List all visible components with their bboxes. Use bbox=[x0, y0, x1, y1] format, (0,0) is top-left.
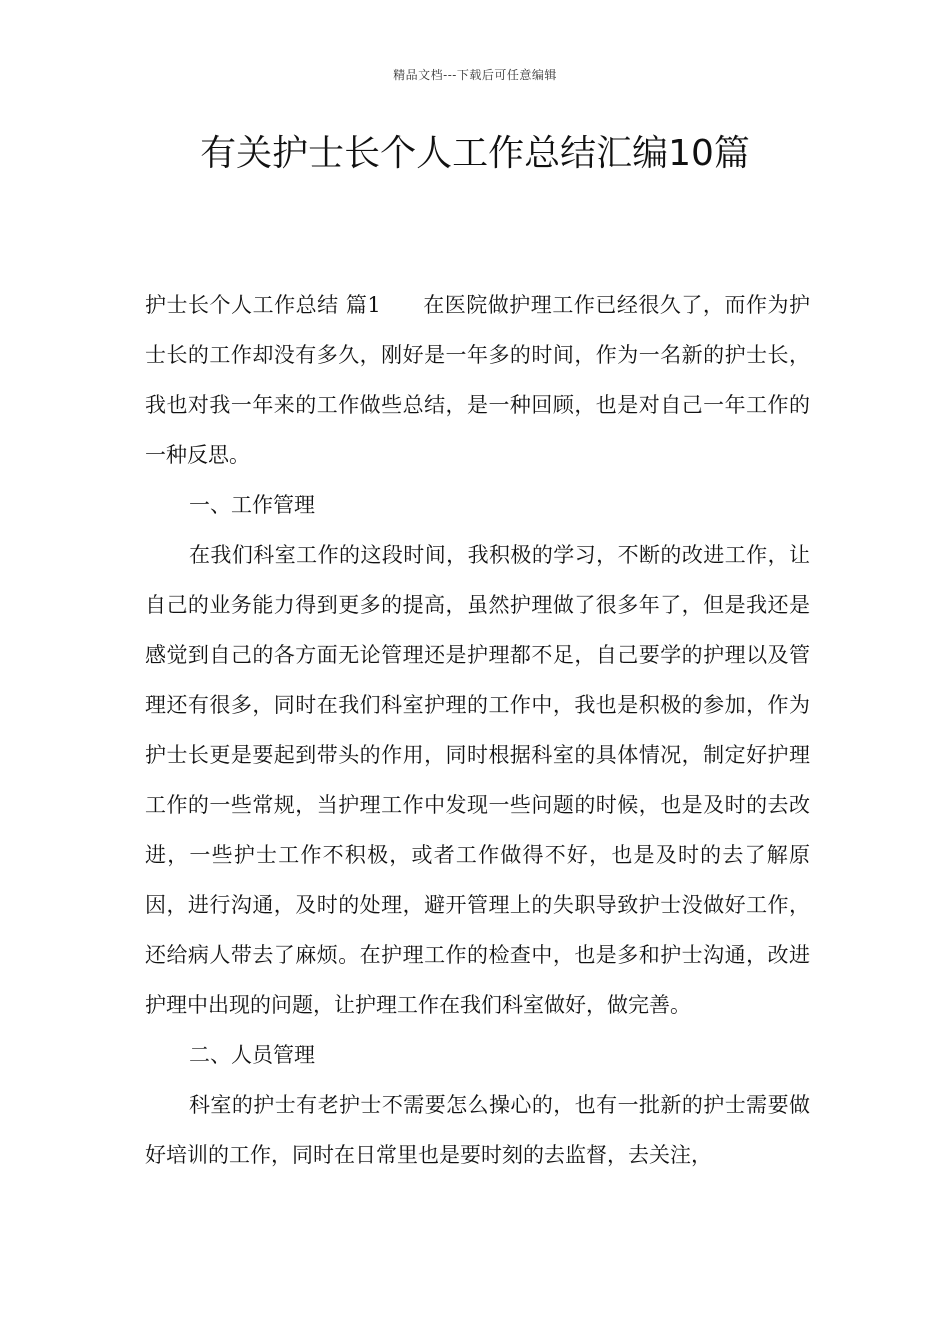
page-header-note: 精品文档---下载后可任意编辑 bbox=[393, 68, 557, 82]
section-body-staff-management: 科室的护士有老护士不需要怎么操心的，也有一批新的护士需要做好培训的工作，同时在日常里也是要时刻的去监督，去关注， bbox=[145, 1093, 810, 1167]
section-heading-staff-management: 二、人员管理 bbox=[189, 1043, 315, 1067]
article-label: 护士长个人工作总结 篇1 bbox=[145, 293, 381, 317]
document-title: 有关护士长个人工作总结汇编10篇 bbox=[200, 133, 750, 174]
section-heading-work-management: 一、工作管理 bbox=[189, 493, 315, 517]
intro-text: 在医院做护理工作已经很久了，而作为护士长的工作却没有多久，刚好是一年多的时间，作为一名新的护士长，我也对我一年来的工作做些总结，是一种回顾，也是对自己一年工作的一种反思。 bbox=[145, 293, 810, 467]
section-body-work-management: 在我们科室工作的这段时间，我积极的学习，不断的改进工作，让自己的业务能力得到更多的提高，虽然护理做了很多年了，但是我还是感觉到自己的各方面无论管理还是护理都不足，自己要学的护理以及管理还有很多，同时在我们科室护理的工作中，我也是积极的参加，作为护士长更是要起到带头的作用，同时根据科室的具体情况，制定好护理工作的一些常规，当护理工作中发现一些问题的时候，也是及时的去改进，一些护士工作不积极，或者工作做得不好，也是及时的去了解原因，进行沟通，及时的处理，避开管理上的失职导致护士没做好工作，还给病人带去了麻烦。在护理工作的检查中，也是多和护士沟通，改进护理中出现的问题，让护理工作在我们科室做好，做完善。 bbox=[145, 543, 810, 1017]
intro-paragraph bbox=[145, 280, 810, 480]
document-body bbox=[145, 280, 810, 1180]
